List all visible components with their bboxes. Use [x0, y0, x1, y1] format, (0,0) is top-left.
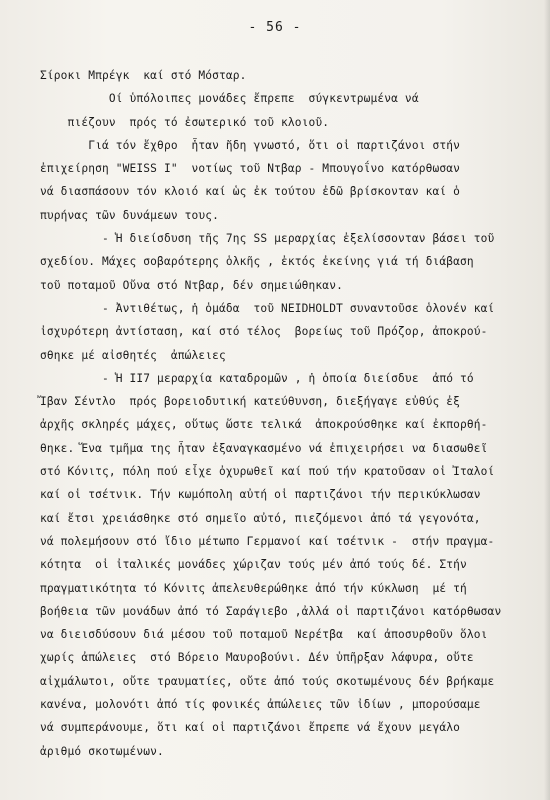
text-line: - Ἡ διείσδυση τῆς 7ης SS μεραρχίας ἐξελίσσονταν βάσει τοῦ: [40, 232, 495, 246]
text-line: - Ἡ II7 μεραρχία καταδρομῶν , ἡ ὁποία διείσδυε ἀπό τό: [40, 371, 474, 385]
text-line: Οί ὑπόλοιπες μονάδες ἔπρεπε σύγκεντρωμένα νά: [40, 92, 419, 106]
text-line: αἰχμάλωτοι, οὔτε τραυματίες, οὔτε ἀπό τούς σκοτωμένους δέν βρήκαμε: [40, 674, 495, 688]
text-line: πραγματικότητα τό Κόνιτς ἀπελευθερώθηκε ἀπό τήν κύκλωση μέ τή: [40, 581, 467, 595]
text-line: κανένα, μολονότι ἀπό τίς φονικές ἀπώλειες τῶν ἰδίων , μπορούσαμε: [40, 698, 481, 712]
text-line: Γιά τόν ἔχθρο ἦταν ἤδη γνωστό, ὅτι οἱ παρτιζάνοι στήν: [40, 138, 461, 152]
page-edge-shadow: [544, 0, 550, 800]
text-line: καί ἔτσι χρειάσθηκε στό σημεῖο αὐτό, πιεζόμενοι ἀπό τά γεγονότα,: [40, 511, 481, 525]
text-line: - Ἀντιθέτως, ἡ ὁμάδα τοῦ NEIDHOLDT συναντοῦσε ὁλονέν καί: [40, 301, 495, 315]
text-line: νά διασπάσουν τόν κλοιό καί ὡς ἐκ τούτου ἐδῶ βρίσκονταν καί ὁ: [40, 185, 461, 199]
text-line: ἰσχυρότερη ἀντίσταση, καί στό τέλος βορείως τοῦ Πρόζορ, ἀποκρού-: [40, 325, 488, 339]
text-line: σχεδίου. Μάχες σοβαρότερης ὁλκῆς , ἐκτός ἐκείνης γιά τή διάβαση: [40, 255, 474, 269]
text-line: ἐπιχείρηση "WEISS I" νοτίως τοῦ Ντβαρ - Μπουγοΐνο κατόρθωσαν: [40, 162, 461, 176]
text-line: κότητα οἱ ἰταλικές μονάδες χώριζαν τούς μέν ἀπό τούς δέ. Στήν: [40, 558, 467, 572]
text-line: νά συμπεράνουμε, ὅτι καί οἱ παρτιζάνοι ἔπρεπε νά ἔχουν μεγάλο: [40, 721, 461, 735]
text-line: τοῦ ποταμοῦ Οὔνα στό Ντβαρ, δέν σημειώθηκαν.: [40, 278, 343, 292]
text-line: πιέζουν πρός τό ἐσωτερικό τοῦ κλοιοῦ.: [40, 115, 330, 129]
text-line: Ἴβαν Σέντλο πρός βορειοδυτική κατεύθυνση, διεξήγαγε εὐθύς ἐξ: [40, 395, 461, 409]
text-line: να διεισδύσουν διά μέσου τοῦ ποταμοῦ Νερέτβα καί ἀποσυρθοῦν ὅλοι: [40, 628, 488, 642]
text-line: καί οἱ τσέτνικ. Τήν κωμόπολη αὐτή οἱ παρτιζάνοι τήν περικύκλωσαν: [40, 488, 481, 502]
text-line: πυρήνας τῶν δυνάμεων τους.: [40, 208, 220, 222]
text-line: ἀρχῆς σκληρές μάχες, οὕτως ὥστε τελικά ἀποκρούσθηκε καί ἐκπορθή-: [40, 418, 488, 432]
body-text: [40, 64, 530, 763]
text-line: σθηκε μέ αἰσθητές ἀπώλειες: [40, 348, 226, 362]
text-line: στό Κόνιτς, πόλη πού εἶχε ὀχυρωθεῖ καί πού τήν κρατοῦσαν οἱ Ἰταλοί: [40, 465, 495, 479]
text-line: νά πολεμήσουν στό ἴδιο μέτωπο Γερμανοί καί τσέτνικ - στήν πραγμα-: [40, 534, 495, 548]
page-number: - 56 -: [248, 20, 302, 35]
text-line: βοήθεια τῶν μονάδων ἀπό τό Σαράγιεβο ,ἀλλά οἱ παρτιζάνοι κατόρθωσαν: [40, 604, 502, 618]
text-line: ἀριθμό σκοτωμένων.: [40, 744, 164, 758]
text-line: θηκε. Ἕνα τμῆμα της ἦταν ἐξαναγκασμένο νά ἐπιχειρήσει να διασωθεῖ: [40, 441, 488, 455]
text-line: Σίροκι Μπρέγκ καί στό Μόσταρ.: [40, 69, 247, 82]
text-line: χωρίς ἀπώλειες στό Βόρειο Μαυροβούνι. Δέν ὑπῆρξαν λάφυρα, οὔτε: [40, 651, 474, 665]
